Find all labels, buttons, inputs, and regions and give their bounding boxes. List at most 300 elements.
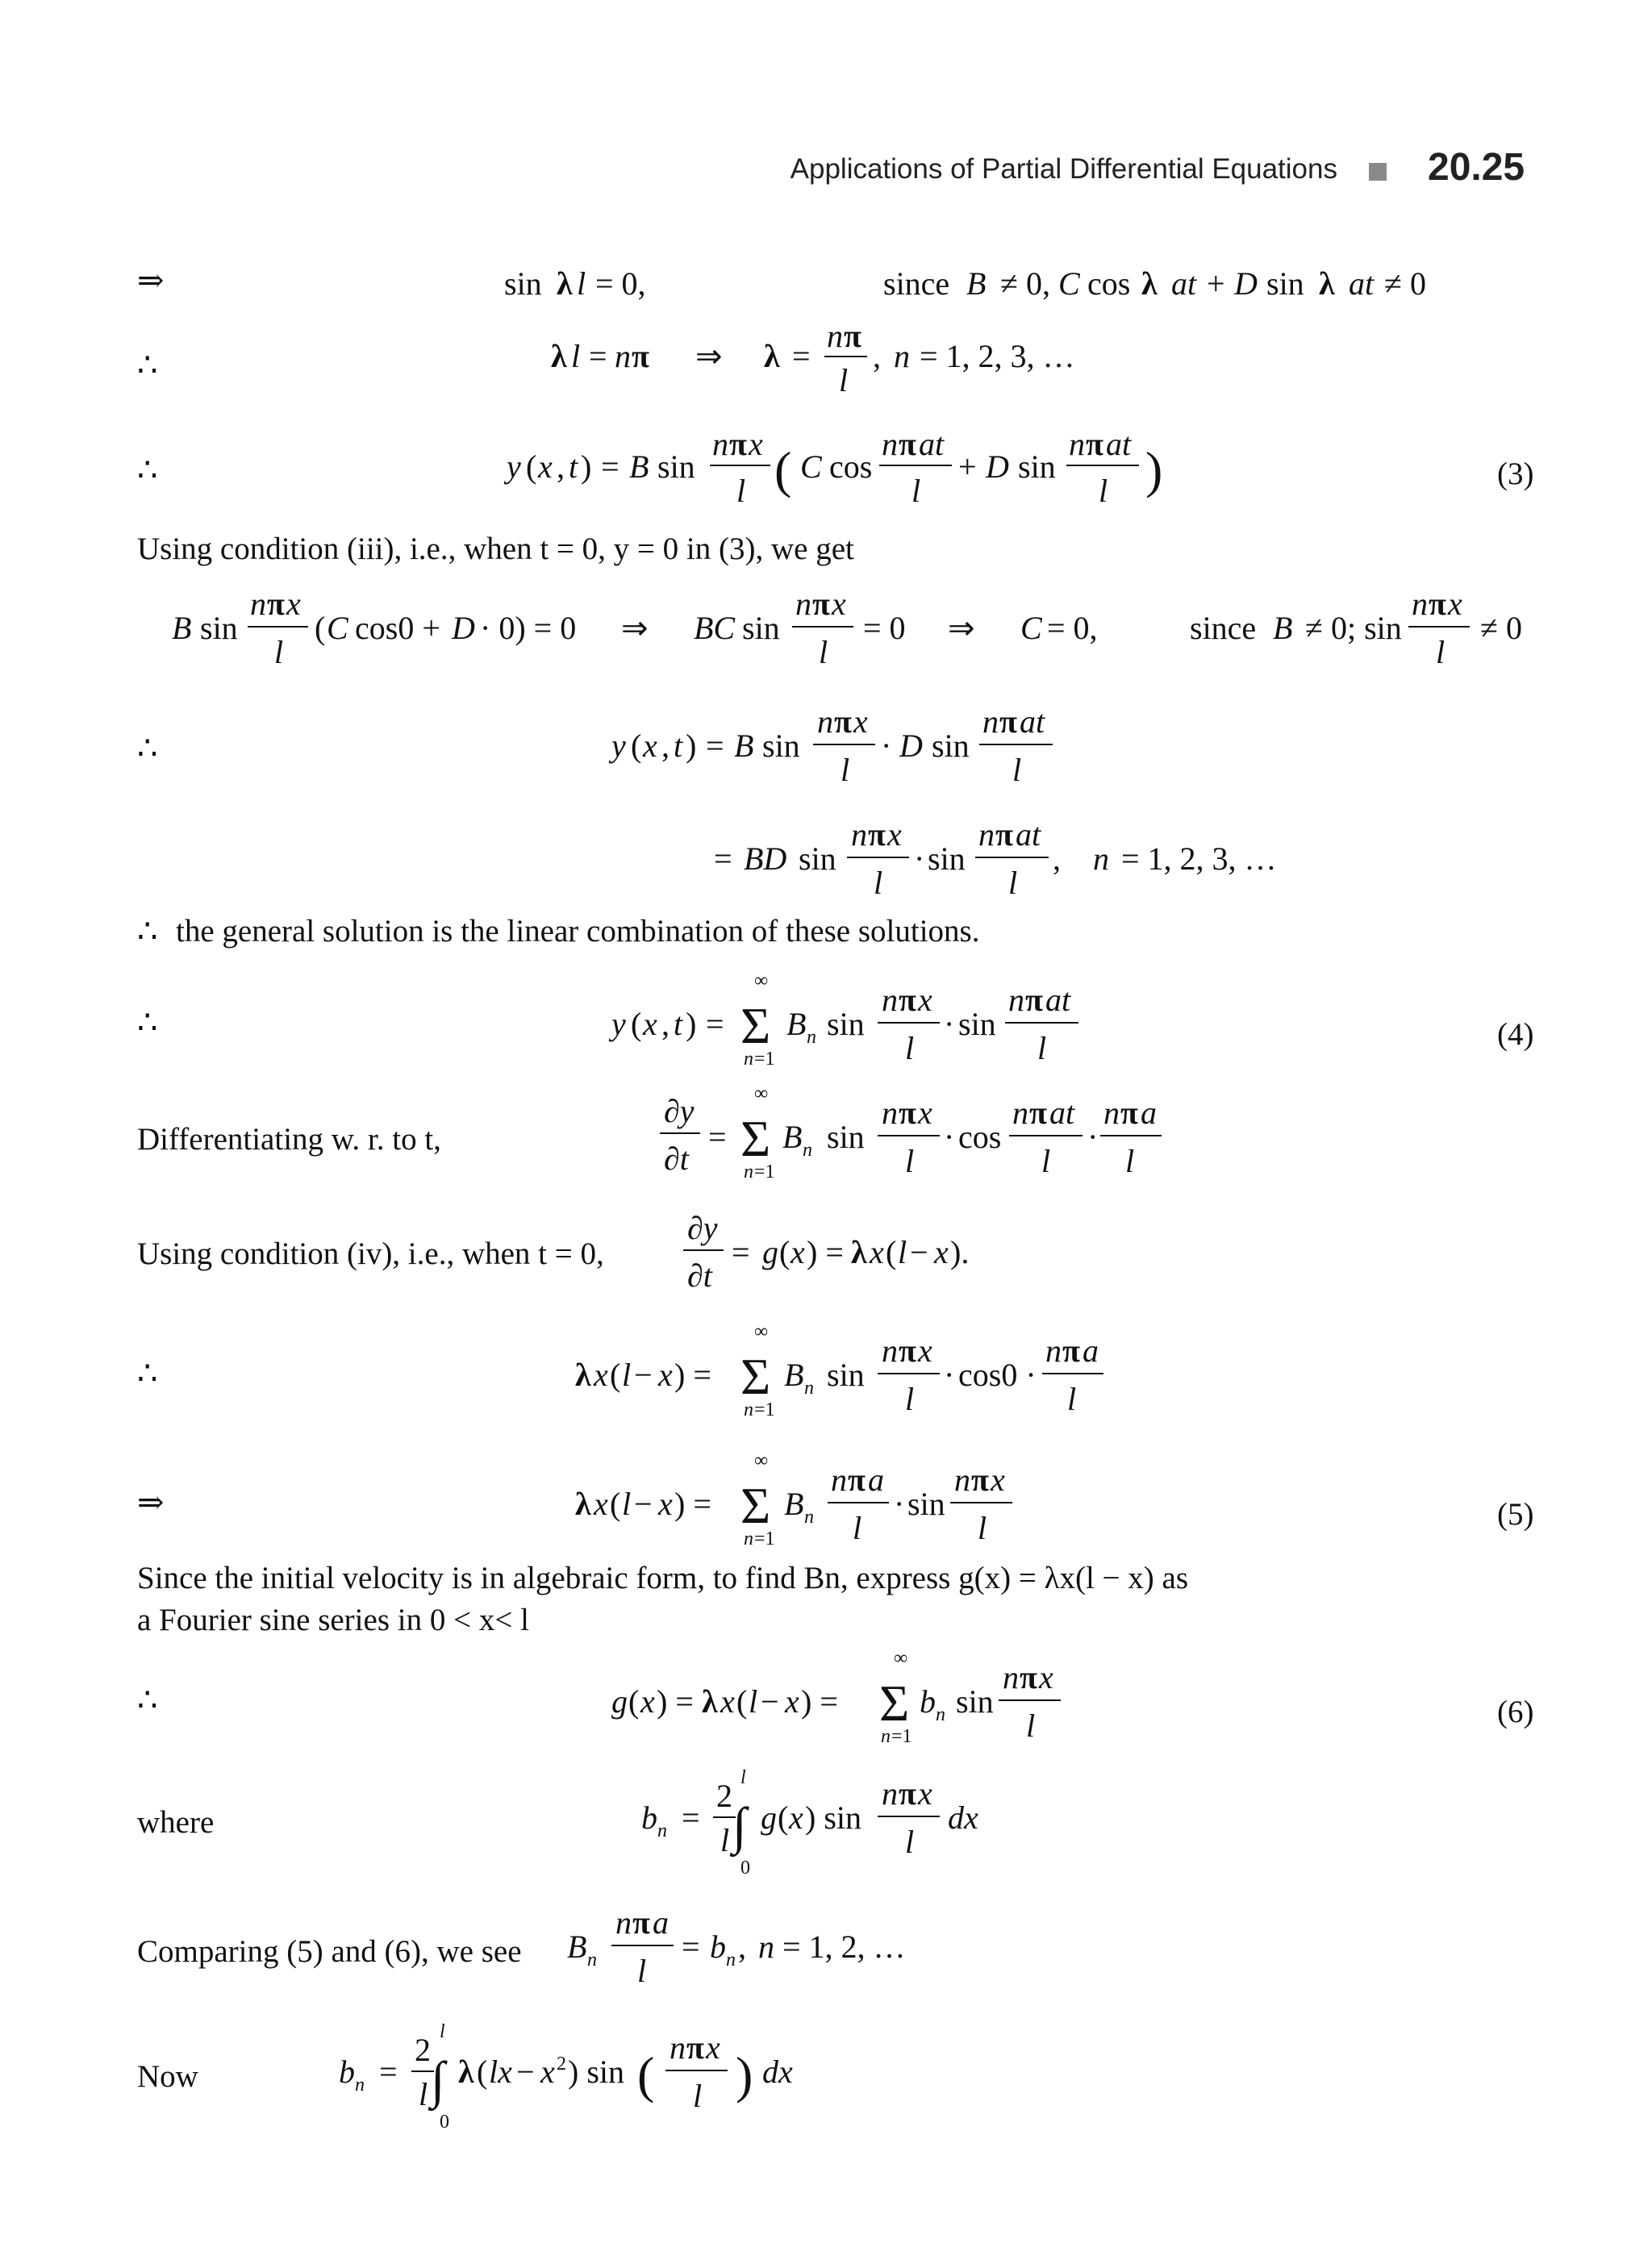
svg-text:(: (	[477, 2054, 488, 2090]
svg-text:g: g	[762, 1234, 778, 1270]
svg-text:dx: dx	[762, 2054, 793, 2090]
svg-text:): )	[1145, 441, 1163, 498]
svg-text:=1: =1	[754, 1161, 775, 1182]
svg-text:n: n	[882, 1095, 898, 1131]
svg-text:l: l	[577, 265, 586, 302]
svg-text:) =: ) =	[674, 1357, 711, 1393]
svg-text:π: π	[899, 426, 916, 462]
svg-text:C: C	[327, 610, 348, 646]
svg-text:l: l	[1099, 473, 1108, 509]
svg-text:≠ 0,: ≠ 0,	[1000, 265, 1050, 302]
equation-number-6: (6)	[1497, 1695, 1534, 1729]
svg-text:l: l	[440, 2021, 445, 2042]
svg-text:2: 2	[415, 2032, 431, 2068]
svg-text:y: y	[507, 448, 521, 485]
svg-text:) =: ) =	[801, 1683, 838, 1720]
svg-text:(: (	[779, 1234, 791, 1270]
text-condition-iv: Using condition (iv), i.e., when t = 0,	[137, 1236, 604, 1271]
math-lambda-l-n-pi	[0, 319, 1652, 407]
equation-5	[0, 1452, 1652, 1557]
svg-text:l: l	[419, 2076, 428, 2112]
svg-text:sin: sin	[504, 265, 542, 302]
math-bn-definition	[0, 1767, 1652, 1883]
svg-text:) =: ) =	[657, 1683, 694, 1720]
svg-text:·: ·	[881, 728, 892, 764]
svg-text:n: n	[744, 1161, 753, 1182]
svg-text:+: +	[1207, 265, 1225, 302]
therefore-symbol: ∴	[137, 913, 158, 950]
svg-text:(: (	[637, 2046, 655, 2104]
therefore-symbol: ∴	[137, 730, 158, 767]
svg-text:): )	[686, 728, 697, 764]
svg-text:= 1, 2, …: = 1, 2, …	[782, 1929, 906, 1965]
svg-text:−: −	[761, 1683, 779, 1720]
svg-text:n: n	[831, 1462, 847, 1498]
svg-text:B: B	[966, 265, 987, 302]
svg-text:π: π	[686, 2029, 704, 2066]
svg-text:,: ,	[661, 1006, 670, 1042]
svg-text:since: since	[883, 265, 950, 302]
text-where: where	[137, 1805, 215, 1840]
equation-number-3: (3)	[1497, 457, 1534, 491]
svg-text:n: n	[882, 1775, 898, 1812]
svg-text:(: (	[631, 1006, 642, 1042]
svg-text:x: x	[706, 2029, 720, 2066]
svg-text:sin: sin	[907, 1486, 945, 1522]
svg-text:Σ: Σ	[740, 1477, 771, 1534]
svg-text:∂t: ∂t	[687, 1257, 712, 1294]
svg-text:C: C	[1058, 265, 1080, 302]
equation-lambda-sum	[0, 1323, 1652, 1428]
svg-text:⇒: ⇒	[621, 610, 649, 646]
svg-text:at: at	[1020, 703, 1045, 740]
svg-text:x: x	[791, 1234, 805, 1270]
svg-text:b: b	[710, 1929, 726, 1965]
svg-text:sin: sin	[1266, 265, 1304, 302]
svg-text:∞: ∞	[754, 1450, 769, 1471]
chapter-title: Applications of Partial Differential Equations	[790, 153, 1337, 185]
equation-y-product	[0, 702, 1652, 790]
svg-text:x: x	[870, 1234, 884, 1270]
text-initial-velocity-1: Since the initial velocity is in algebraic form, to find Bn, express g(x) = λx(l − x) as	[137, 1561, 1189, 1595]
svg-text:n: n	[744, 1528, 753, 1549]
svg-text:n: n	[881, 1726, 891, 1747]
svg-text:n: n	[982, 703, 999, 740]
svg-text:l: l	[978, 1510, 987, 1546]
svg-text:t: t	[569, 448, 578, 485]
svg-text:t: t	[674, 728, 683, 764]
svg-text:n: n	[1412, 586, 1428, 622]
svg-text:=1: =1	[754, 1528, 775, 1549]
svg-text:g: g	[761, 1799, 777, 1836]
svg-text:,: ,	[738, 1929, 746, 1965]
svg-text:x: x	[918, 1095, 932, 1131]
math-y-product	[0, 702, 1652, 790]
svg-text:=: =	[714, 840, 732, 877]
svg-text:π: π	[1429, 586, 1446, 622]
svg-text:cos: cos	[958, 1119, 1002, 1155]
svg-text:at: at	[1045, 982, 1071, 1018]
svg-text:l: l	[819, 634, 828, 670]
svg-text:∂y: ∂y	[664, 1093, 695, 1129]
math-dydt-series	[0, 1085, 1652, 1190]
svg-text:n: n	[744, 1049, 753, 1070]
svg-text:B: B	[567, 1929, 587, 1965]
svg-text:a: a	[1083, 1332, 1099, 1369]
svg-text:B: B	[1273, 610, 1293, 646]
text-comparing: Comparing (5) and (6), we see	[137, 1934, 522, 1969]
svg-text:l: l	[274, 634, 284, 670]
equation-line-1	[0, 262, 1652, 311]
svg-text:n: n	[804, 1507, 814, 1528]
svg-text:x: x	[658, 1486, 673, 1522]
math-eq6	[0, 1649, 1652, 1754]
now-bn-line	[0, 2021, 1652, 2137]
svg-text:n: n	[615, 338, 631, 374]
svg-text:x: x	[991, 1462, 1005, 1498]
svg-text:D: D	[899, 728, 923, 764]
svg-text:π: π	[971, 1462, 989, 1498]
svg-text:n: n	[726, 1950, 736, 1970]
svg-text:l: l	[1012, 752, 1022, 788]
svg-text:x: x	[789, 1799, 803, 1836]
svg-text:cos: cos	[1087, 265, 1131, 302]
svg-text:x: x	[918, 1775, 932, 1812]
math-eq3	[0, 419, 1652, 516]
page-number: 20.25	[1428, 146, 1525, 189]
svg-text:n: n	[894, 338, 910, 374]
svg-text:sin: sin	[827, 1119, 865, 1155]
svg-text:π: π	[899, 1095, 916, 1131]
svg-text:l: l	[874, 865, 883, 901]
svg-text:l: l	[720, 1822, 730, 1858]
svg-text:l: l	[905, 1143, 915, 1179]
svg-text:sin: sin	[958, 1006, 996, 1042]
therefore-symbol: ∴	[137, 452, 158, 489]
svg-text:π: π	[1025, 982, 1043, 1018]
svg-text:l: l	[839, 362, 849, 398]
svg-text:sin: sin	[1018, 448, 1056, 485]
svg-text:sin: sin	[657, 448, 695, 485]
svg-text:n: n	[882, 982, 898, 1018]
therefore-symbol: ∴	[137, 1004, 158, 1041]
svg-text:at: at	[1349, 265, 1375, 302]
svg-text:(: (	[886, 1234, 897, 1270]
svg-text:·: ·	[944, 1006, 955, 1042]
svg-text:⇒: ⇒	[695, 338, 723, 374]
svg-text:∞: ∞	[754, 1321, 769, 1342]
svg-text:(: (	[778, 1799, 789, 1836]
svg-text:∞: ∞	[754, 1083, 769, 1104]
svg-text:n: n	[587, 1950, 597, 1970]
svg-text:D: D	[986, 448, 1009, 485]
svg-text:BC: BC	[694, 610, 736, 646]
svg-text:x: x	[934, 1234, 949, 1270]
svg-text:x: x	[643, 1006, 657, 1042]
svg-text:π: π	[812, 586, 830, 622]
svg-text:λ: λ	[702, 1683, 718, 1720]
svg-text:l: l	[622, 1357, 632, 1393]
equation-condition-iii	[0, 586, 1652, 678]
svg-text:n: n	[1008, 982, 1024, 1018]
svg-text:sin: sin	[827, 1006, 865, 1042]
math-cond3	[0, 586, 1652, 678]
svg-text:l: l	[912, 473, 921, 509]
math-eq4	[0, 972, 1652, 1077]
svg-text:=1: =1	[754, 1049, 775, 1070]
svg-text:π: π	[632, 338, 649, 374]
svg-text:D: D	[1234, 265, 1258, 302]
svg-text:l: l	[693, 2078, 703, 2114]
svg-text:·: ·	[914, 840, 925, 877]
text-now: Now	[137, 2059, 198, 2094]
text-general-solution: the general solution is the linear combination of these solutions.	[176, 914, 980, 949]
math-eq5	[0, 1452, 1652, 1557]
svg-text:n: n	[744, 1399, 753, 1420]
svg-text:x: x	[1448, 586, 1462, 622]
svg-text:x: x	[538, 448, 553, 485]
svg-text:lx: lx	[489, 2054, 512, 2090]
svg-text:∂t: ∂t	[664, 1141, 689, 1177]
svg-text:=: =	[792, 338, 811, 374]
svg-text:) sin: ) sin	[568, 2054, 624, 2090]
svg-text:= 1, 2, 3, …: = 1, 2, 3, …	[920, 338, 1075, 374]
svg-text:=: =	[682, 1929, 700, 1965]
svg-text:n: n	[882, 426, 898, 462]
svg-text:π: π	[844, 318, 861, 354]
svg-text:·: ·	[894, 1486, 905, 1522]
svg-text:l: l	[622, 1486, 632, 1522]
svg-text:π: π	[1120, 1095, 1138, 1131]
svg-text:n: n	[1045, 1332, 1062, 1369]
svg-text:n: n	[803, 1140, 812, 1161]
svg-text:(: (	[315, 610, 326, 646]
svg-text:C: C	[1020, 610, 1042, 646]
svg-text:l: l	[898, 1234, 907, 1270]
svg-text:C: C	[800, 448, 822, 485]
svg-text:(: (	[774, 441, 792, 498]
svg-text:l: l	[1026, 1708, 1036, 1744]
svg-text:n: n	[250, 586, 266, 622]
svg-text:B: B	[629, 448, 649, 485]
svg-text:· 0) = 0: · 0) = 0	[480, 610, 577, 646]
math-comparing	[0, 1899, 1652, 1996]
svg-text:π: π	[899, 1775, 916, 1812]
svg-text:l: l	[749, 1683, 758, 1720]
svg-text:a: a	[653, 1904, 669, 1941]
svg-text:n: n	[978, 816, 995, 853]
svg-text:at: at	[1049, 1095, 1075, 1131]
svg-text:n: n	[936, 1704, 945, 1725]
svg-text:x: x	[749, 426, 763, 462]
equation-4	[0, 972, 1652, 1077]
svg-text:x: x	[594, 1486, 608, 1522]
condition-iv-line	[0, 1210, 1652, 1299]
svg-text:l: l	[740, 1767, 746, 1788]
svg-text:π: π	[1062, 1332, 1080, 1369]
comparing-line	[0, 1899, 1652, 1996]
svg-text:BD: BD	[744, 840, 787, 877]
therefore-symbol: ∴	[137, 347, 158, 384]
svg-text:B: B	[784, 1486, 804, 1522]
svg-text:−: −	[634, 1486, 653, 1522]
svg-text:π: π	[899, 982, 916, 1018]
svg-text:x: x	[540, 2054, 555, 2090]
svg-text:n: n	[954, 1462, 970, 1498]
svg-text:at: at	[1106, 426, 1132, 462]
svg-text:n: n	[615, 1904, 632, 1941]
svg-text:l: l	[853, 1510, 862, 1546]
svg-text:∫: ∫	[732, 1797, 747, 1854]
text-condition-iii: Using condition (iii), i.e., when t = 0, y = 0 in (3), we get	[137, 532, 854, 566]
svg-text:sin: sin	[932, 728, 970, 764]
svg-text:) sin: ) sin	[805, 1799, 861, 1836]
svg-text:n: n	[1069, 426, 1085, 462]
svg-text:π: π	[1029, 1095, 1047, 1131]
svg-text:(: (	[628, 1683, 640, 1720]
svg-text:x: x	[1039, 1659, 1053, 1695]
svg-text:+: +	[958, 448, 977, 485]
svg-text:= 0,: = 0,	[1047, 610, 1098, 646]
svg-text:Σ: Σ	[740, 997, 771, 1054]
svg-text:sin: sin	[956, 1683, 994, 1720]
svg-text:n: n	[1093, 840, 1109, 877]
svg-text:since: since	[1190, 610, 1257, 646]
svg-text:D: D	[452, 610, 475, 646]
svg-text:,: ,	[873, 338, 881, 374]
svg-text:·: ·	[944, 1357, 955, 1393]
svg-text:x: x	[658, 1357, 673, 1393]
svg-text:n: n	[1003, 1659, 1019, 1695]
svg-text:n: n	[882, 1332, 898, 1369]
svg-text:∫: ∫	[431, 2051, 445, 2108]
svg-text:=: =	[732, 1234, 750, 1270]
svg-text:=: =	[706, 728, 724, 764]
svg-text:n: n	[1012, 1095, 1028, 1131]
svg-text:B: B	[172, 610, 192, 646]
svg-text:g: g	[611, 1683, 628, 1720]
svg-text:∞: ∞	[894, 1648, 908, 1669]
svg-text:x: x	[853, 703, 868, 740]
svg-text:l: l	[1041, 1143, 1051, 1179]
svg-text:x: x	[643, 728, 657, 764]
svg-text:(: (	[736, 1683, 748, 1720]
svg-text:=: =	[682, 1799, 700, 1836]
svg-text:=: =	[589, 338, 607, 374]
svg-text:∂y: ∂y	[687, 1210, 718, 1246]
svg-text:π: π	[1086, 426, 1103, 462]
svg-text:= 1, 2, 3, …: = 1, 2, 3, …	[1121, 840, 1277, 877]
math-sin-lambda-l	[0, 262, 1652, 311]
svg-text:l: l	[905, 1030, 915, 1066]
svg-text:x: x	[594, 1357, 608, 1393]
svg-text:0: 0	[740, 1858, 750, 1879]
svg-text:l: l	[1037, 1030, 1047, 1066]
equation-y-bd	[0, 815, 1652, 903]
svg-text:≠ 0: ≠ 0	[1384, 265, 1426, 302]
svg-text:): )	[686, 1006, 697, 1042]
svg-text:λ: λ	[1319, 265, 1335, 302]
svg-text:b: b	[339, 2054, 355, 2090]
svg-text:dx: dx	[948, 1799, 978, 1836]
svg-text:B: B	[782, 1119, 803, 1155]
svg-text:λ: λ	[551, 338, 567, 374]
svg-text:l: l	[905, 1824, 915, 1860]
svg-text:Σ: Σ	[740, 1110, 771, 1167]
svg-text:π: π	[267, 586, 285, 622]
svg-text:≠ 0: ≠ 0	[1480, 610, 1522, 646]
svg-text:).: ).	[950, 1234, 970, 1270]
svg-text:≠ 0; sin: ≠ 0; sin	[1305, 610, 1402, 646]
text-initial-velocity-2: a Fourier sine series in 0 < x< l	[137, 1603, 529, 1637]
svg-text:,: ,	[1053, 840, 1061, 877]
svg-text:n: n	[355, 2075, 365, 2095]
svg-text:=: =	[379, 2054, 398, 2090]
svg-text:= 0,: = 0,	[595, 265, 646, 302]
equation-number-5: (5)	[1497, 1497, 1534, 1532]
svg-text:n: n	[804, 1378, 814, 1399]
therefore-symbol: ∴	[137, 1682, 158, 1719]
svg-text:l: l	[841, 752, 850, 788]
svg-text:y: y	[611, 728, 626, 764]
svg-text:B: B	[786, 1006, 807, 1042]
svg-text:−: −	[516, 2054, 535, 2090]
svg-text:=1: =1	[754, 1399, 775, 1420]
svg-text:π: π	[848, 1462, 866, 1498]
math-y-bd	[0, 815, 1652, 903]
svg-text:n: n	[827, 318, 843, 354]
svg-text:x: x	[640, 1683, 655, 1720]
svg-text:b: b	[641, 1799, 657, 1836]
svg-text:a: a	[868, 1462, 884, 1498]
svg-text:π: π	[999, 703, 1017, 740]
svg-text:n: n	[817, 703, 833, 740]
differentiating-line	[0, 1085, 1652, 1190]
svg-text:): )	[736, 2046, 753, 2104]
svg-text:=: =	[708, 1119, 727, 1155]
svg-text:,: ,	[557, 448, 565, 485]
svg-text:λ: λ	[557, 265, 573, 302]
svg-text:sin: sin	[742, 610, 780, 646]
svg-text:l: l	[1436, 634, 1446, 670]
svg-text:2: 2	[716, 1778, 732, 1814]
svg-text:l: l	[637, 1953, 647, 1989]
where-bn-line	[0, 1767, 1652, 1883]
svg-text:B: B	[734, 728, 754, 764]
svg-text:n: n	[795, 586, 811, 622]
separator-square-icon	[1369, 163, 1387, 181]
svg-text:l: l	[1067, 1381, 1077, 1417]
svg-text:sin: sin	[762, 728, 800, 764]
svg-text:n: n	[758, 1929, 774, 1965]
svg-text:) =: ) =	[807, 1234, 844, 1270]
equation-number-4: (4)	[1497, 1017, 1534, 1052]
svg-text:n: n	[670, 2029, 686, 2066]
svg-text:λ: λ	[851, 1234, 867, 1270]
svg-text:cos0 +: cos0 +	[355, 610, 440, 646]
svg-text:x: x	[832, 586, 846, 622]
svg-text:at: at	[919, 426, 945, 462]
running-header	[0, 145, 1525, 194]
svg-text:−: −	[634, 1357, 653, 1393]
svg-text:(: (	[631, 728, 642, 764]
svg-text:l: l	[1125, 1143, 1135, 1179]
svg-text:n: n	[712, 426, 728, 462]
svg-text:n: n	[851, 816, 867, 853]
implies-symbol: ⇒	[137, 1484, 165, 1521]
svg-text:=: =	[601, 448, 620, 485]
svg-text:,: ,	[661, 728, 670, 764]
